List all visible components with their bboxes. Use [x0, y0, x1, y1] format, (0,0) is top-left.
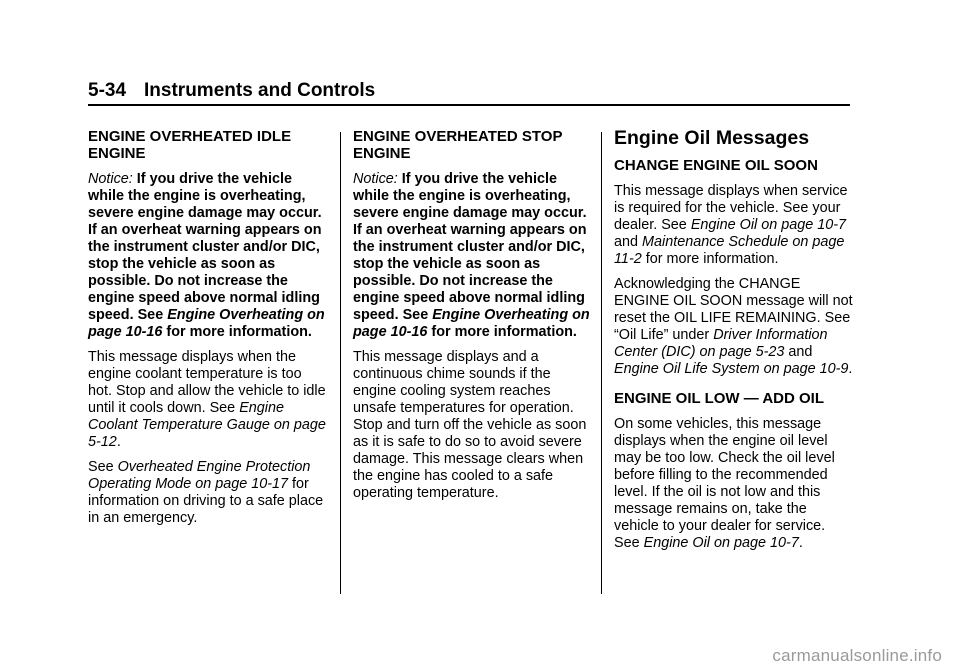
body-text: and	[788, 344, 813, 360]
notice-paragraph	[353, 171, 593, 341]
body-text: This message displays when the engine coolant temperature is too hot. Stop and allow the vehicle to idle until it cools down. See	[88, 349, 326, 416]
body-tail: for information on driving to a safe place in an emergency.	[88, 476, 324, 526]
column-3	[614, 128, 854, 560]
cross-reference-link[interactable]: Engine Oil Life System on page 10-9	[614, 361, 849, 377]
body-text: Acknowledging the CHANGE ENGINE OIL SOON message will not reset the OIL LIFE REMAINING. See “Oil Life” under	[614, 276, 853, 343]
notice-label: Notice:	[353, 171, 398, 187]
body-tail: .	[848, 361, 853, 377]
chapter-title: Instruments and Controls	[144, 80, 376, 101]
body-paragraph	[88, 459, 328, 527]
notice-text: If you drive the vehicle while the engine is overheating, severe engine damage may occur. If an overheat warning appears on the instrument cluster and/or DIC, stop the vehicle as soon as possible. Do not increase the engine speed above normal idling speed. See	[88, 171, 322, 323]
cross-reference-link[interactable]: Engine Overheating on page 10-16	[353, 307, 590, 340]
page-number: 5-34	[88, 80, 127, 101]
body-tail: .	[798, 535, 803, 551]
cross-reference-link[interactable]: Engine Overheating on page 10-16	[88, 307, 325, 340]
heading-oil-low: ENGINE OIL LOW — ADD OIL	[614, 390, 824, 407]
cross-reference-link[interactable]: Engine Oil on page 10-7	[643, 535, 799, 551]
heading-overheated-idle: ENGINE OVERHEATED IDLE ENGINE	[88, 128, 292, 162]
cross-reference-link[interactable]: Driver Information Center (DIC) on page 5-23	[614, 327, 828, 360]
notice-tail: for more information.	[166, 324, 312, 340]
body-paragraph	[614, 276, 854, 378]
column-1	[88, 128, 328, 535]
body-paragraph: This message displays and a continuous chime sounds if the engine cooling system reaches unsafe temperatures for operation. Stop and turn off the vehicle as soon as it is safe to do so to avoid severe damage. This message clears when the engine has cooled to a safe operating temperature.	[353, 349, 587, 501]
body-tail: .	[116, 434, 121, 450]
body-text: This message displays when service is required for the vehicle. See your dealer. See	[614, 183, 848, 233]
body-paragraph	[614, 183, 854, 268]
column-2	[353, 128, 593, 510]
body-paragraph	[88, 349, 328, 451]
notice-text: If you drive the vehicle while the engine is overheating, severe engine damage may occur. If an overheat warning appears on the instrument cluster and/or DIC, stop the vehicle as soon as possible. Do not increase the engine speed above normal idling speed. See	[353, 171, 587, 323]
body-text: On some vehicles, this message displays when the engine oil level may be too low. Check the oil level before filling to the recommended level. If the oil is not low and this message remains on, take the vehicle to your dealer for service. See	[614, 416, 835, 551]
cross-reference-link[interactable]: Overheated Engine Protection Operating Mode on page 10-17	[88, 459, 311, 492]
heading-change-oil-soon: CHANGE ENGINE OIL SOON	[614, 157, 818, 174]
column-divider-left	[340, 132, 341, 594]
body-paragraph	[614, 416, 854, 552]
cross-reference-link[interactable]: Engine Oil on page 10-7	[690, 217, 847, 233]
body-text: and	[614, 234, 639, 250]
watermark: carmanualsonline.info	[772, 646, 942, 665]
page-header	[88, 80, 850, 106]
body-text: See	[88, 459, 114, 475]
notice-tail: for more information.	[431, 324, 577, 340]
notice-label: Notice:	[88, 171, 133, 187]
notice-paragraph	[88, 171, 328, 341]
column-divider-right	[601, 132, 602, 594]
heading-overheated-stop: ENGINE OVERHEATED STOP ENGINE	[353, 128, 563, 162]
body-tail: for more information.	[645, 251, 779, 267]
cross-reference-link[interactable]: Maintenance Schedule on page 11-2	[614, 234, 845, 267]
section-title: Engine Oil Messages	[614, 127, 810, 149]
cross-reference-link[interactable]: Engine Coolant Temperature Gauge on page 5-12	[88, 400, 326, 450]
